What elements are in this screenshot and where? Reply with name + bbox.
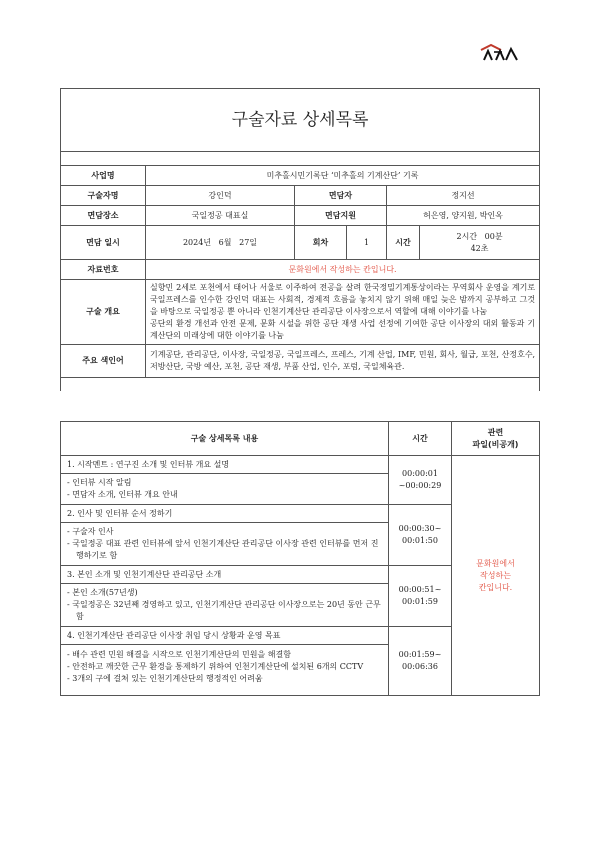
place-label: 면담장소: [61, 206, 146, 226]
bullet: - 인터뷰 시작 알림: [67, 478, 132, 487]
summary-paragraph: 공단의 환경 개선과 안전 문제, 문화 시설을 위한 공단 재생 사업 선정에 기여한 공단 이사장의 대외 활동과 기계산단의 미래상에 대한 이야기를 나눔: [150, 319, 536, 340]
time-start: 00:00:01: [402, 469, 438, 478]
time-label: 시간: [387, 226, 420, 260]
detail-header-file: [452, 422, 540, 456]
section-time: [389, 566, 452, 627]
bullet: - 국일정공은 32년째 경영하고 있고, 인천기계산단 관리공단 이사장으로는 20년 동안 근무함: [67, 600, 381, 621]
detail-header-content: 구술 상세목록 내용: [61, 422, 389, 456]
file-note-line: 작성하는: [480, 570, 511, 580]
interviewer-value: 정지선: [387, 186, 540, 206]
record-label: 자료번호: [61, 260, 146, 280]
section-bullets: [61, 645, 389, 696]
project-value: 미추홀시민기록단 ‘미추홀의 기계산단’ 기록: [146, 166, 540, 186]
time-start: 00:00:30~: [398, 524, 442, 533]
header-file-line: 관련: [487, 427, 504, 437]
bullet: - 안전하고 깨끗한 근무 환경을 통제하기 위하여 인천기계산단에 설치된 6개의 CCTV: [67, 662, 364, 671]
time-end: 00:01:59: [402, 597, 438, 606]
section-time: [389, 627, 452, 696]
section-bullets: [61, 584, 389, 627]
summary-paragraph: 실향민 2세로 포천에서 태어나 서울로 이주하여 전공을 살려 한국정밀기계통상이라는 무역회사 운영을 계기로 국일프레스를 인수한 강인덕 대표는 사회적, 경제적 흐름을 놓치지 않기 위해 매일 늦은 밤까지 공부하고 그것을 바탕으로 국일정공 뿐 아니라 인천기계산단 관리공단 이사장으로서 역할에 대해 이야기를 나눔: [150, 283, 536, 316]
file-note-line: 문화원에서: [476, 558, 515, 568]
time-value: [420, 226, 540, 260]
bullet: - 배수 관련 민원 해결을 시작으로 인천기계산단의 민원을 해결함: [67, 650, 291, 659]
time-end: ~00:00:29: [398, 481, 442, 490]
section-heading: 4. 인천기계산단 관리공단 이사장 취임 당시 상황과 운영 목표: [61, 627, 389, 645]
narrator-value: 강인덕: [146, 186, 295, 206]
header-file-line: 파일(비공개): [472, 439, 519, 449]
detail-header-time: 시간: [389, 422, 452, 456]
institution-logo-icon: [478, 42, 520, 62]
time-value-line: 2시간 00분: [456, 231, 503, 241]
file-note: [452, 456, 540, 696]
support-value: 허은영, 양지원, 박인옥: [387, 206, 540, 226]
interviewer-label: 면담자: [295, 186, 387, 206]
support-label: 면담지원: [295, 206, 387, 226]
page-title: 구술자료 상세목록: [61, 89, 540, 152]
summary-value: [146, 280, 540, 345]
session-label: 회차: [295, 226, 347, 260]
bullet: - 국일정공 대표 관련 인터뷰에 앞서 인천기계산단 관리공단 이사장 관련 인터뷰를 먼저 진행하기로 함: [67, 539, 379, 560]
bullet: - 본인 소개(57년생): [67, 588, 138, 597]
place-value: 국일정공 대표실: [146, 206, 295, 226]
keywords-label: 주요 색인어: [61, 345, 146, 378]
section-bullets: [61, 523, 389, 566]
section-time: [389, 505, 452, 566]
section-heading: 1. 시작멘트 : 연구진 소개 및 인터뷰 개요 설명: [61, 456, 389, 474]
info-table: [60, 88, 540, 391]
time-start: 00:01:59~: [398, 650, 442, 659]
time-start: 00:00:51~: [398, 585, 442, 594]
bullet: - 면담자 소개, 인터뷰 개요 안내: [67, 490, 178, 499]
record-value: 문화원에서 작성하는 칸입니다.: [146, 260, 540, 280]
time-value-line: 42초: [470, 243, 489, 253]
date-label: 면담 일시: [61, 226, 146, 260]
keywords-value: 기계공단, 관리공단, 이사장, 국일정공, 국일프레스, 프레스, 기계 산업, IMF, 민원, 회사, 월급, 포천, 산정호수, 저방산단, 국방 예산, 포천, 공단 재생, 부품 산업, 인수, 포럼, 국일체육관.: [146, 345, 540, 378]
bullet: - 3개의 구에 걸쳐 있는 인천기계산단의 행정적인 어려움: [67, 674, 263, 683]
session-value: 1: [347, 226, 387, 260]
time-end: 00:06:36: [402, 662, 438, 671]
file-note-line: 칸입니다.: [478, 582, 513, 592]
section-time: [389, 456, 452, 505]
project-label: 사업명: [61, 166, 146, 186]
time-end: 00:01:50: [402, 536, 438, 545]
bullet: - 구술자 인사: [67, 527, 114, 536]
summary-label: 구술 개요: [61, 280, 146, 345]
date-value: 2024년 6월 27일: [146, 226, 295, 260]
section-heading: 2. 인사 및 인터뷰 순서 정하기: [61, 505, 389, 523]
narrator-label: 구술자명: [61, 186, 146, 206]
detail-table: [60, 421, 540, 696]
section-heading: 3. 본인 소개 및 인천기계산단 관리공단 소개: [61, 566, 389, 584]
section-bullets: [61, 474, 389, 505]
